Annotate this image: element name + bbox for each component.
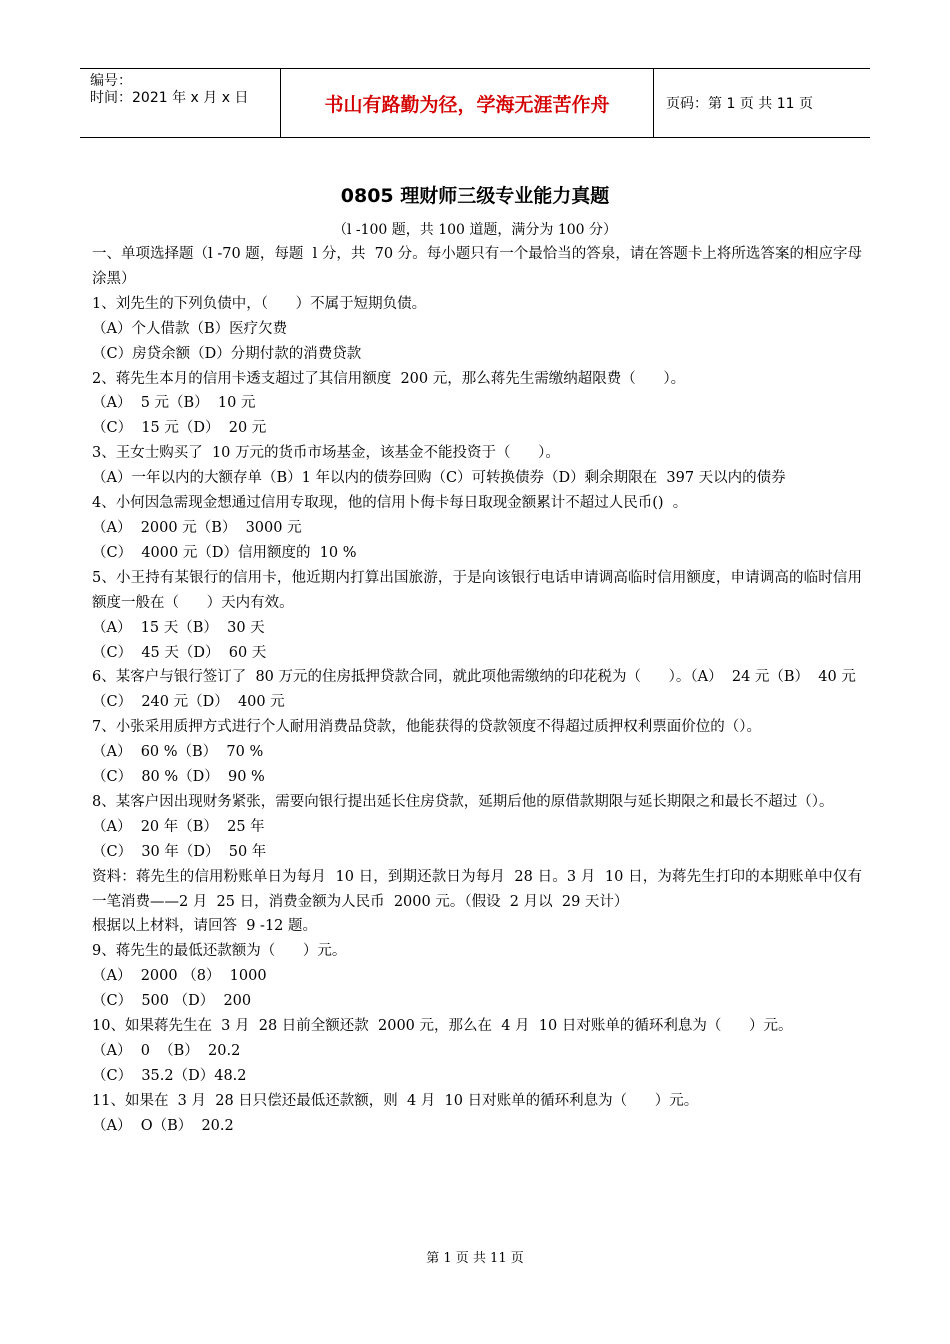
- material-paragraph: 资料：蒋先生的信用粉账单日为每月 10 日，到期还款日为每月 28 日。3 月 10 日，为蒋先生打印的本期账单中仅有一笔消费——2 月 25 日，消费金额为人民币 2000 元。（假设 2 月以 29 天计）: [92, 868, 862, 910]
- material-instruction: 根据以上材料，请回答 9 -12 题。: [92, 918, 318, 935]
- option-line: （A） 60 %（B） 70 %: [92, 744, 264, 761]
- question-line: 4、小何因急需现金想通过信用专取现，他的信用卜侮卡每日取现金额累计不超过人民币() 。: [92, 495, 688, 512]
- question-line: 11、如果在 3 月 28 日只偿还最低还款额，则 4 月 10 日对账单的循环利息为（ ）元。: [92, 1092, 699, 1109]
- option-line: （A） 20 年（B） 25 年: [92, 818, 265, 835]
- option-line: （A） 2000 （8） 1000: [92, 968, 267, 985]
- question-line: 3、王女士购买了 10 万元的货币市场基金，该基金不能投资于（ ）。: [92, 445, 560, 462]
- option-line: （C） 30 年（D） 50 年: [92, 843, 267, 860]
- option-line: （C） 500 （D） 200: [92, 993, 252, 1010]
- question-line: 2、蒋先生本月的信用卡透支超过了其信用额度 200 元，那么蒋先生需缴纳超限费（ ）。: [92, 370, 686, 387]
- page-subtitle: （l -100 题，共 100 道题，满分为 100 分）: [332, 222, 618, 238]
- option-line: （C） 80 %（D） 90 %: [92, 769, 265, 786]
- header-meta-cell: [80, 69, 281, 137]
- option-line: （A） 5 元（B） 10 元: [92, 395, 256, 412]
- option-line: （C）房贷余额（D）分期付款的消费贷款: [92, 345, 362, 362]
- question-line: 6、某客户与银行签订了 80 万元的住房抵押贷款合同，就此项他需缴纳的印花税为（ ）。（A） 24 元（B） 40 元: [92, 669, 856, 686]
- option-line: （A） 15 天（B） 30 天: [92, 619, 265, 636]
- page-title: 0805 理财师三级专业能力真题: [340, 185, 610, 207]
- option-line: （C） 4000 元（D）信用额度的 10 %: [92, 544, 357, 561]
- serial-label: 编号：: [90, 73, 132, 89]
- question-body: [92, 242, 862, 1139]
- question-line: 7、小张采用质押方式进行个人耐用消费品贷款，他能获得的贷款领度不得超过质押权利票面价位的（）。: [92, 719, 761, 736]
- page-info: 页码：第 1 页 共 11 页: [666, 96, 813, 112]
- option-line: （A） 2000 元（B） 3000 元: [92, 519, 302, 536]
- option-line: （C） 45 天（D） 60 天: [92, 644, 267, 661]
- option-line: （A） 0 （B） 20.2: [92, 1043, 241, 1059]
- option-line: （C） 15 元（D） 20 元: [92, 420, 267, 437]
- section-instruction: 一、单项选择题（l -70 题，每题 l 分，共 70 分。每小题只有一个最恰当的答泉，请在答题卡上将所选答案的相应字母涂黑）: [92, 246, 862, 287]
- motto: 书山有路勤为径，学海无涯苦作舟: [281, 69, 654, 137]
- question-line: 9、蒋先生的最低还款额为（ ）元。: [92, 943, 347, 960]
- page-footer: 第 1 页 共 11 页: [426, 1251, 524, 1266]
- question-line: 8、某客户因出现财务紧张，需要向银行提出延长住房贷款，延期后他的原借款期限与延长期限之和最长不超过（）。: [92, 793, 834, 810]
- option-line: （A）个人借款（B）医疗欠费: [92, 320, 288, 337]
- question-line: 1、刘先生的下列负债中，（ ）不属于短期负债。: [92, 295, 427, 312]
- question-line: 5、小王持有某银行的信用卡，他近期内打算出国旅游，于是向该银行电话申请调高临时信用额度，申请调高的临时信用额度一般在（ ）天内有效。: [92, 569, 862, 611]
- option-line: （A） O（B） 20.2: [92, 1117, 234, 1134]
- question-line: 10、如果蒋先生在 3 月 28 日前全额还款 2000 元，那么在 4 月 10 日对账单的循环利息为（ ）元。: [92, 1018, 793, 1035]
- option-line: （A）一年以内的大额存单（B）1 年以内的债券回购（C）可转换债券（D）剩余期限在 397 天以内的债券: [92, 470, 786, 487]
- option-line: （C） 240 元（D） 400 元: [92, 694, 285, 711]
- date-line: 时间：2021 年 x 月 x 日: [90, 90, 249, 106]
- option-line: （C） 35.2（D）48.2: [92, 1067, 247, 1084]
- header-table: [80, 68, 870, 138]
